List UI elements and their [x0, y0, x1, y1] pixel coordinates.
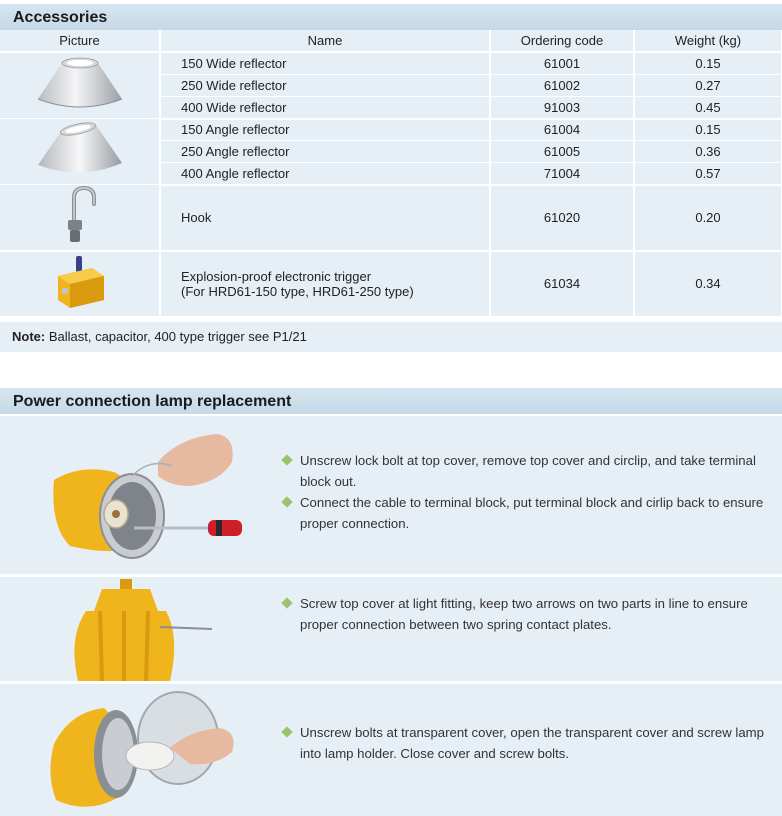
item-name: Explosion-proof electronic trigger	[181, 268, 372, 284]
step-3	[0, 684, 782, 816]
step-bullet: Unscrew lock bolt at top cover, remove top cover and circlip, and take terminal block out.	[283, 450, 773, 492]
item-weight: 0.45	[634, 96, 782, 118]
item-code: 71004	[490, 163, 634, 185]
note-text: Ballast, capacitor, 400 type trigger see P1/21	[45, 329, 307, 344]
accessories-title: Accessories	[0, 4, 782, 30]
table-row	[0, 119, 782, 141]
step-bullet: Unscrew bolts at transparent cover, open the transparent cover and screw lamp into lamp holder. Close cover and screw bolts.	[283, 722, 773, 764]
col-header-code: Ordering code	[490, 30, 634, 52]
item-name: 400 Angle reflector	[160, 163, 490, 185]
diamond-bullet-icon	[281, 496, 292, 507]
item-name: 250 Angle reflector	[160, 141, 490, 163]
item-code: 61034	[490, 251, 634, 317]
item-weight: 0.15	[634, 52, 782, 74]
item-code: 61002	[490, 74, 634, 96]
power-title: Power connection lamp replacement	[0, 388, 782, 414]
item-weight: 0.15	[634, 119, 782, 141]
diamond-bullet-icon	[281, 597, 292, 608]
item-name: 250 Wide reflector	[160, 74, 490, 96]
col-header-picture: Picture	[0, 30, 160, 52]
wide-reflector-image	[0, 52, 160, 119]
item-name: Hook	[160, 185, 490, 251]
col-header-weight: Weight (kg)	[634, 30, 782, 52]
step-3-text	[283, 722, 773, 764]
item-code: 61020	[490, 185, 634, 251]
item-weight: 0.34	[634, 251, 782, 317]
item-name: 400 Wide reflector	[160, 96, 490, 118]
item-code: 91003	[490, 96, 634, 118]
angle-reflector-image	[0, 119, 160, 185]
item-name-multiline	[160, 251, 490, 317]
item-name: 150 Angle reflector	[160, 119, 490, 141]
item-weight: 0.27	[634, 74, 782, 96]
step-1-photo	[40, 416, 250, 574]
step-bullet: Screw top cover at light fitting, keep two arrows on two parts in line to ensure proper connection between two spring contact plates.	[283, 593, 773, 635]
item-code: 61005	[490, 141, 634, 163]
item-weight: 0.57	[634, 163, 782, 185]
table-row	[0, 251, 782, 317]
step-2-photo	[40, 577, 250, 681]
step-1-text	[283, 450, 773, 534]
diamond-bullet-icon	[281, 454, 292, 465]
trigger-image	[0, 251, 160, 317]
step-3-photo	[40, 684, 250, 816]
accessories-note	[0, 322, 782, 352]
item-code: 61004	[490, 119, 634, 141]
step-2	[0, 577, 782, 681]
item-weight: 0.36	[634, 141, 782, 163]
diamond-bullet-icon	[281, 726, 292, 737]
table-row	[0, 52, 782, 74]
step-bullet: Connect the cable to terminal block, put terminal block and cirlip back to ensure proper connection.	[283, 492, 773, 534]
note-label: Note:	[12, 329, 46, 344]
item-name: 150 Wide reflector	[160, 52, 490, 74]
item-name-sub: (For HRD61-150 type, HRD61-250 type)	[181, 283, 414, 299]
step-1	[0, 416, 782, 574]
hook-image	[0, 185, 160, 251]
item-code: 61001	[490, 52, 634, 74]
step-2-text	[283, 593, 773, 635]
accessories-table	[0, 30, 782, 318]
table-row	[0, 185, 782, 251]
col-header-name: Name	[160, 30, 490, 52]
item-weight: 0.20	[634, 185, 782, 251]
